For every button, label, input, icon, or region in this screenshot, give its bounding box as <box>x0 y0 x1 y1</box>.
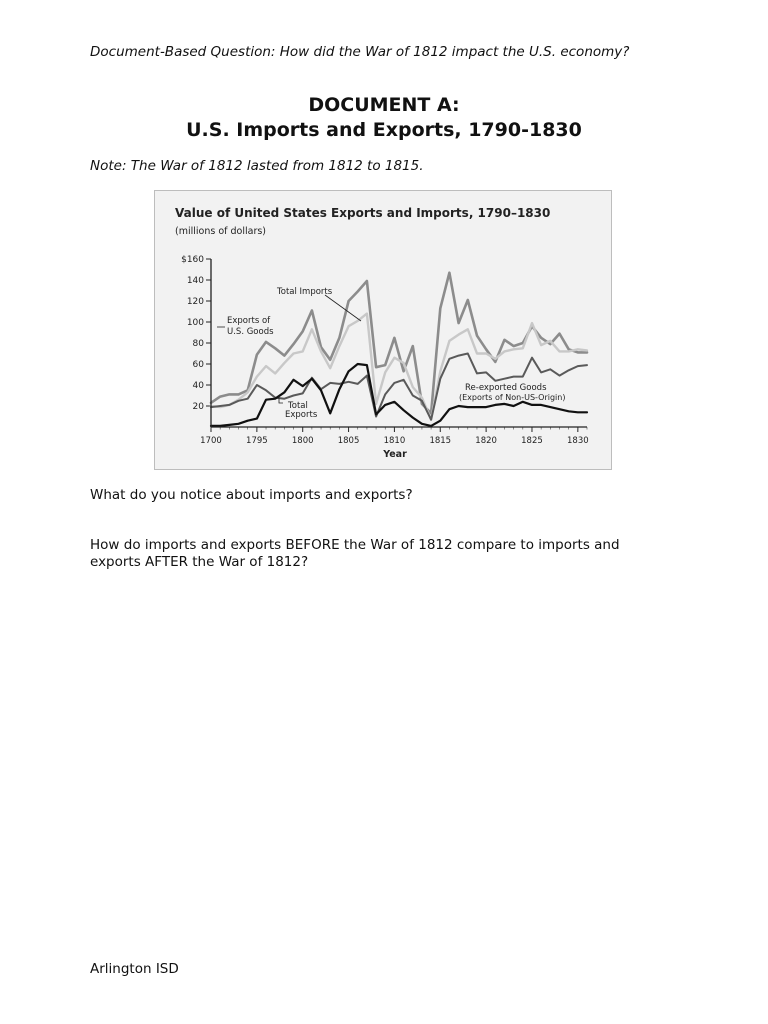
y-tick-label: 40 <box>192 381 204 391</box>
x-tick-label: 1805 <box>337 436 360 446</box>
y-tick-label: $160 <box>181 255 204 265</box>
x-tick-label: 1795 <box>246 436 268 446</box>
document-subtitle: U.S. Imports and Exports, 1790-1830 <box>186 119 582 141</box>
war-note: Note: The War of 1812 lasted from 1812 to 1815. <box>90 158 424 174</box>
y-tick-label: 80 <box>192 339 204 349</box>
annotation-reexported-line1: Re-exported Goods <box>465 383 547 393</box>
chart-subtitle: (millions of dollars) <box>175 226 267 237</box>
y-tick-label: 140 <box>186 276 204 286</box>
x-axis-label: Year <box>383 449 407 460</box>
y-tick-label: 20 <box>192 402 204 412</box>
chart-title: Value of United States Exports and Imports, 1790–1830 <box>175 206 551 220</box>
y-tick-label: 100 <box>186 318 204 328</box>
x-tick-label: 1830 <box>567 436 589 446</box>
annotation-total-exports-pointer <box>279 396 283 403</box>
x-tick-label: 1810 <box>383 436 406 446</box>
annotation-reexported-line2: (Exports of Non-US-Origin) <box>459 393 566 402</box>
annotation-total-imports-pointer <box>325 295 361 321</box>
x-tick-label: 1800 <box>291 436 314 446</box>
chart-figure <box>154 190 612 470</box>
annotation-total-exports-line2: Exports <box>285 410 318 420</box>
x-tick-label: 1700 <box>200 436 222 446</box>
annotation-exports-us-goods-line2: U.S. Goods <box>227 327 274 337</box>
annotation-total-imports: Total Imports <box>277 287 333 297</box>
question-1: What do you notice about imports and exports? <box>90 487 413 503</box>
x-tick-label: 1815 <box>429 436 452 446</box>
y-tick-label: 60 <box>192 360 204 370</box>
y-tick-label: 120 <box>186 297 204 307</box>
document-header-question: Document-Based Question: How did the War of 1812 impact the U.S. economy? <box>90 44 630 60</box>
annotation-exports-us-goods-line1: Exports of <box>227 316 271 326</box>
x-tick-label: 1820 <box>475 436 497 446</box>
x-tick-label: 1825 <box>521 436 543 446</box>
annotation-total-exports-line1: Total <box>288 401 308 411</box>
document-title: DOCUMENT A: <box>308 94 460 116</box>
question-2: How do imports and exports BEFORE the War of 1812 compare to imports and exports AFTER the War of 1812? <box>90 537 620 570</box>
footer-text: Arlington ISD <box>90 961 179 977</box>
line-chart <box>155 191 611 469</box>
